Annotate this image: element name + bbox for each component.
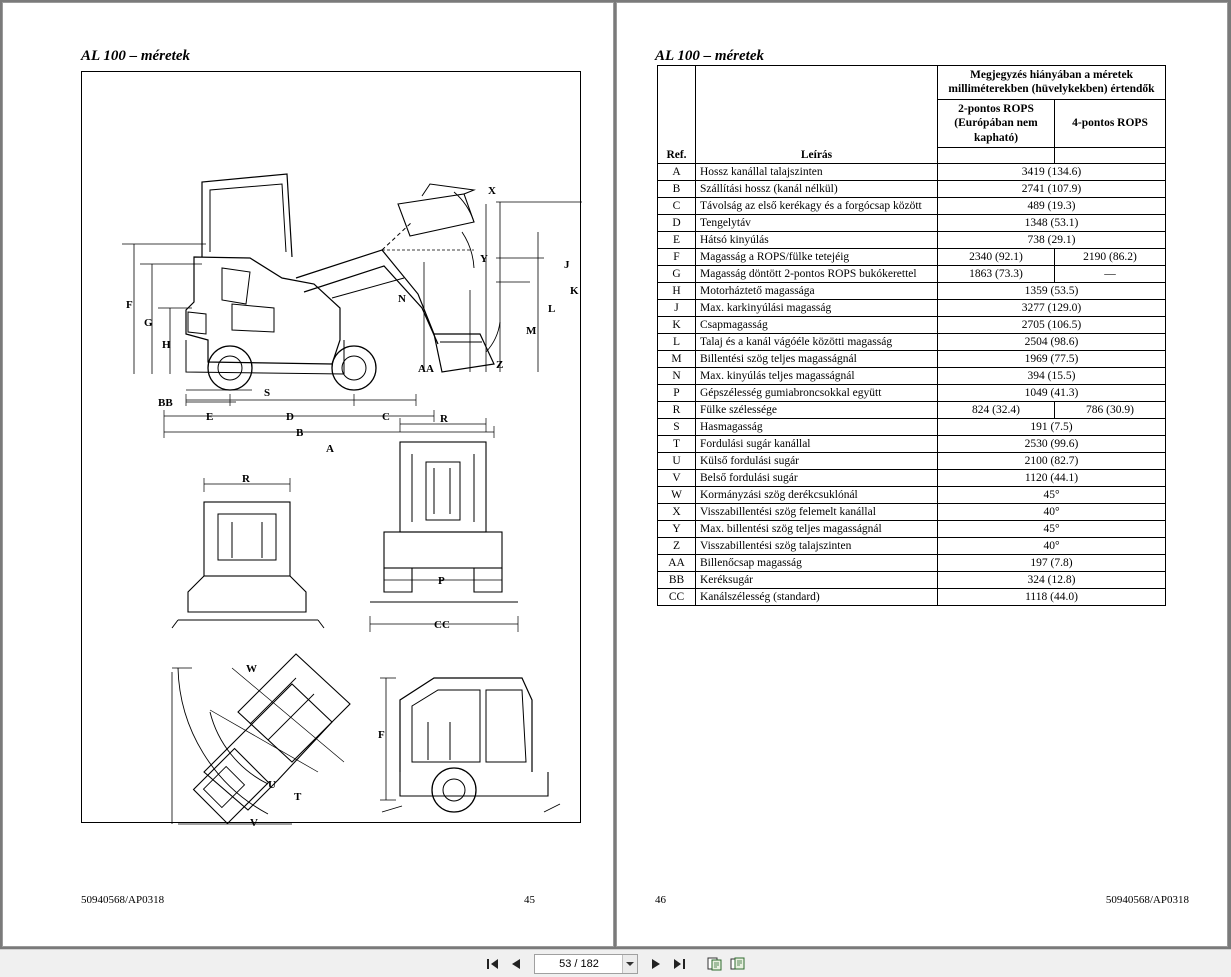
- previous-page-icon[interactable]: [507, 954, 525, 974]
- table-row: [658, 385, 1166, 402]
- figure-label-T: T: [294, 791, 302, 803]
- cell-ref: L: [658, 334, 696, 351]
- figure-label-M: M: [526, 325, 537, 337]
- next-page-icon[interactable]: [647, 954, 665, 974]
- cell-value-2-point: 1863 (73.3): [938, 266, 1055, 283]
- figure-label-CC: CC: [434, 619, 450, 631]
- cell-value-2-point: 2340 (92.1): [938, 249, 1055, 266]
- cell-description: Hasmagasság: [696, 419, 938, 436]
- page-number-field-wrap[interactable]: [534, 954, 638, 974]
- cell-description: Szállítási hossz (kanál nélkül): [696, 181, 938, 198]
- cell-value-merged: 45°: [938, 521, 1166, 538]
- table-row: [658, 232, 1166, 249]
- dimensions-spec-table: [657, 65, 1166, 606]
- cell-value-merged: 394 (15.5): [938, 368, 1166, 385]
- figure-label-N: N: [398, 293, 406, 305]
- cell-description: Talaj és a kanál vágóéle közötti magasság: [696, 334, 938, 351]
- figure-label-F: F: [126, 299, 133, 311]
- cell-ref: F: [658, 249, 696, 266]
- header-filler-1: [938, 147, 1055, 164]
- cell-ref: D: [658, 215, 696, 232]
- table-row: [658, 504, 1166, 521]
- machine-dimension-drawings: [82, 72, 580, 829]
- cell-ref: G: [658, 266, 696, 283]
- cell-value-4-point: 2190 (86.2): [1055, 249, 1166, 266]
- table-row: [658, 198, 1166, 215]
- table-row: [658, 283, 1166, 300]
- cell-description: Csapmagasság: [696, 317, 938, 334]
- figure-label-S: S: [264, 387, 271, 399]
- cell-description: Visszabillentési szög felemelt kanállal: [696, 504, 938, 521]
- spec-table-body: [658, 164, 1166, 606]
- header-cell-desc-spacer: [696, 66, 938, 148]
- header-note: Megjegyzés hiányában a méretek milliméterekben (hüvelykekben) értendők: [938, 66, 1166, 100]
- cell-value-merged: 191 (7.5): [938, 419, 1166, 436]
- cell-ref: BB: [658, 572, 696, 589]
- cell-ref: C: [658, 198, 696, 215]
- cell-value-4-point: 786 (30.9): [1055, 402, 1166, 419]
- figure-label-C: C: [382, 411, 390, 423]
- table-row: [658, 589, 1166, 606]
- cell-description: Magasság döntött 2-pontos ROPS bukókerettel: [696, 266, 938, 283]
- cell-value-merged: 197 (7.8): [938, 555, 1166, 572]
- header-col-4-point-rops: 4-pontos ROPS: [1055, 99, 1166, 147]
- table-row: [658, 215, 1166, 232]
- cell-ref: N: [658, 368, 696, 385]
- cell-description: Hossz kanállal talajszinten: [696, 164, 938, 181]
- cell-ref: T: [658, 436, 696, 453]
- cell-ref: H: [658, 283, 696, 300]
- table-row: [658, 555, 1166, 572]
- figure-label-F-side: F: [378, 729, 385, 741]
- cell-description: Hátsó kinyúlás: [696, 232, 938, 249]
- footer-page-number-left: 45: [524, 894, 535, 906]
- cell-description: Visszabillentési szög talajszinten: [696, 538, 938, 555]
- cell-value-merged: 3419 (134.6): [938, 164, 1166, 181]
- table-row: [658, 266, 1166, 283]
- figure-label-D: D: [286, 411, 294, 423]
- figure-label-K: K: [570, 285, 579, 297]
- table-row: [658, 249, 1166, 266]
- cell-value-merged: 40°: [938, 538, 1166, 555]
- chevron-down-icon[interactable]: [622, 955, 637, 973]
- cell-ref: CC: [658, 589, 696, 606]
- cell-value-merged: 2100 (82.7): [938, 453, 1166, 470]
- page-title-left: AL 100 – méretek: [81, 48, 191, 64]
- cell-description: Kanálszélesség (standard): [696, 589, 938, 606]
- figure-label-Z: Z: [496, 359, 504, 371]
- cell-value-merged: 738 (29.1): [938, 232, 1166, 249]
- header-cell-ref-spacer: [658, 66, 696, 148]
- cell-ref: Y: [658, 521, 696, 538]
- first-page-icon[interactable]: [484, 954, 502, 974]
- cell-description: Fordulási sugár kanállal: [696, 436, 938, 453]
- table-row: [658, 351, 1166, 368]
- figure-label-R-front: R: [242, 473, 250, 485]
- table-row: [658, 368, 1166, 385]
- figure-label-J: J: [564, 259, 570, 271]
- table-row: [658, 300, 1166, 317]
- table-row: [658, 334, 1166, 351]
- cell-ref: AA: [658, 555, 696, 572]
- figure-label-L: L: [548, 303, 556, 315]
- cell-value-merged: 40°: [938, 504, 1166, 521]
- cell-description: Max. karkinyúlási magasság: [696, 300, 938, 317]
- table-row: [658, 538, 1166, 555]
- table-row: [658, 164, 1166, 181]
- header-filler-2: [1055, 147, 1166, 164]
- table-row: [658, 181, 1166, 198]
- table-row: [658, 521, 1166, 538]
- cell-description: Max. billentési szög teljes magasságnál: [696, 521, 938, 538]
- cell-description: Távolság az első kerékagy és a forgócsap között: [696, 198, 938, 215]
- header-col-2-point-rops: 2-pontos ROPS (Európában nem kapható): [938, 99, 1055, 147]
- header-col-desc: Leírás: [696, 147, 938, 164]
- cell-ref: K: [658, 317, 696, 334]
- copy-icon[interactable]: [706, 954, 724, 974]
- figure-label-U: U: [268, 779, 276, 791]
- cell-description: Max. kinyúlás teljes magasságnál: [696, 368, 938, 385]
- document-page-left: [2, 2, 614, 947]
- footer-page-number-right: 46: [655, 894, 666, 906]
- document-page-right: [616, 2, 1228, 947]
- cell-value-merged: 2530 (99.6): [938, 436, 1166, 453]
- cell-value-merged: 1348 (53.1): [938, 215, 1166, 232]
- cell-description: Külső fordulási sugár: [696, 453, 938, 470]
- figure-label-G: G: [144, 317, 153, 329]
- cell-description: Tengelytáv: [696, 215, 938, 232]
- cell-value-merged: 1118 (44.0): [938, 589, 1166, 606]
- figure-label-Y: Y: [480, 253, 488, 265]
- cell-value-4-point: —: [1055, 266, 1166, 283]
- page-navigation-toolbar[interactable]: [0, 949, 1231, 977]
- figure-label-V: V: [250, 817, 258, 829]
- table-row: [658, 487, 1166, 504]
- figure-label-B: B: [296, 427, 304, 439]
- cell-description: Gépszélesség gumiabroncsokkal együtt: [696, 385, 938, 402]
- cell-description: Magasság a ROPS/fülke tetejéig: [696, 249, 938, 266]
- last-page-icon[interactable]: [670, 954, 688, 974]
- figure-label-X: X: [488, 185, 496, 197]
- header-col-ref: Ref.: [658, 147, 696, 164]
- cell-value-merged: 324 (12.8): [938, 572, 1166, 589]
- footer-document-code-right: 50940568/AP0318: [1105, 894, 1189, 906]
- cell-ref: U: [658, 453, 696, 470]
- cell-ref: S: [658, 419, 696, 436]
- cell-ref: M: [658, 351, 696, 368]
- cell-value-2-point: 824 (32.4): [938, 402, 1055, 419]
- cell-value-merged: 2504 (98.6): [938, 334, 1166, 351]
- cell-value-merged: 3277 (129.0): [938, 300, 1166, 317]
- cell-ref: P: [658, 385, 696, 402]
- figure-label-R-rear: R: [440, 413, 448, 425]
- cell-value-merged: 2741 (107.9): [938, 181, 1166, 198]
- cell-value-merged: 489 (19.3): [938, 198, 1166, 215]
- cell-description: Belső fordulási sugár: [696, 470, 938, 487]
- figure-label-AA: AA: [418, 363, 434, 375]
- cell-ref: W: [658, 487, 696, 504]
- cell-ref: B: [658, 181, 696, 198]
- cell-ref: J: [658, 300, 696, 317]
- figure-label-A: A: [326, 443, 334, 455]
- cell-description: Billentési szög teljes magasságnál: [696, 351, 938, 368]
- cell-ref: E: [658, 232, 696, 249]
- cell-ref: R: [658, 402, 696, 419]
- figure-label-E: E: [206, 411, 214, 423]
- cell-ref: Z: [658, 538, 696, 555]
- footer-document-code-left: 50940568/AP0318: [81, 894, 165, 906]
- figure-label-P: P: [438, 575, 445, 587]
- cell-description: Keréksugár: [696, 572, 938, 589]
- spec-table-header: [658, 66, 1166, 164]
- table-row: [658, 436, 1166, 453]
- cell-value-merged: 2705 (106.5): [938, 317, 1166, 334]
- cell-value-merged: 1359 (53.5): [938, 283, 1166, 300]
- table-row: [658, 572, 1166, 589]
- table-row: [658, 470, 1166, 487]
- cell-ref: A: [658, 164, 696, 181]
- figure-label-H: H: [162, 339, 171, 351]
- figure-label-BB: BB: [158, 397, 173, 409]
- cell-ref: X: [658, 504, 696, 521]
- dimension-diagram-figure: [81, 71, 581, 829]
- table-row: [658, 317, 1166, 334]
- cell-value-merged: 45°: [938, 487, 1166, 504]
- cell-value-merged: 1049 (41.3): [938, 385, 1166, 402]
- cell-description: Billenőcsap magasság: [696, 555, 938, 572]
- cell-description: Fülke szélessége: [696, 402, 938, 419]
- table-row: [658, 453, 1166, 470]
- cell-value-merged: 1120 (44.1): [938, 470, 1166, 487]
- paste-icon[interactable]: [729, 954, 747, 974]
- figure-label-W: W: [246, 663, 257, 675]
- cell-value-merged: 1969 (77.5): [938, 351, 1166, 368]
- table-row: [658, 419, 1166, 436]
- cell-ref: V: [658, 470, 696, 487]
- page-title-right: AL 100 – méretek: [655, 48, 765, 64]
- cell-description: Motorháztető magassága: [696, 283, 938, 300]
- cell-description: Kormányzási szög derékcsuklónál: [696, 487, 938, 504]
- table-row: [658, 402, 1166, 419]
